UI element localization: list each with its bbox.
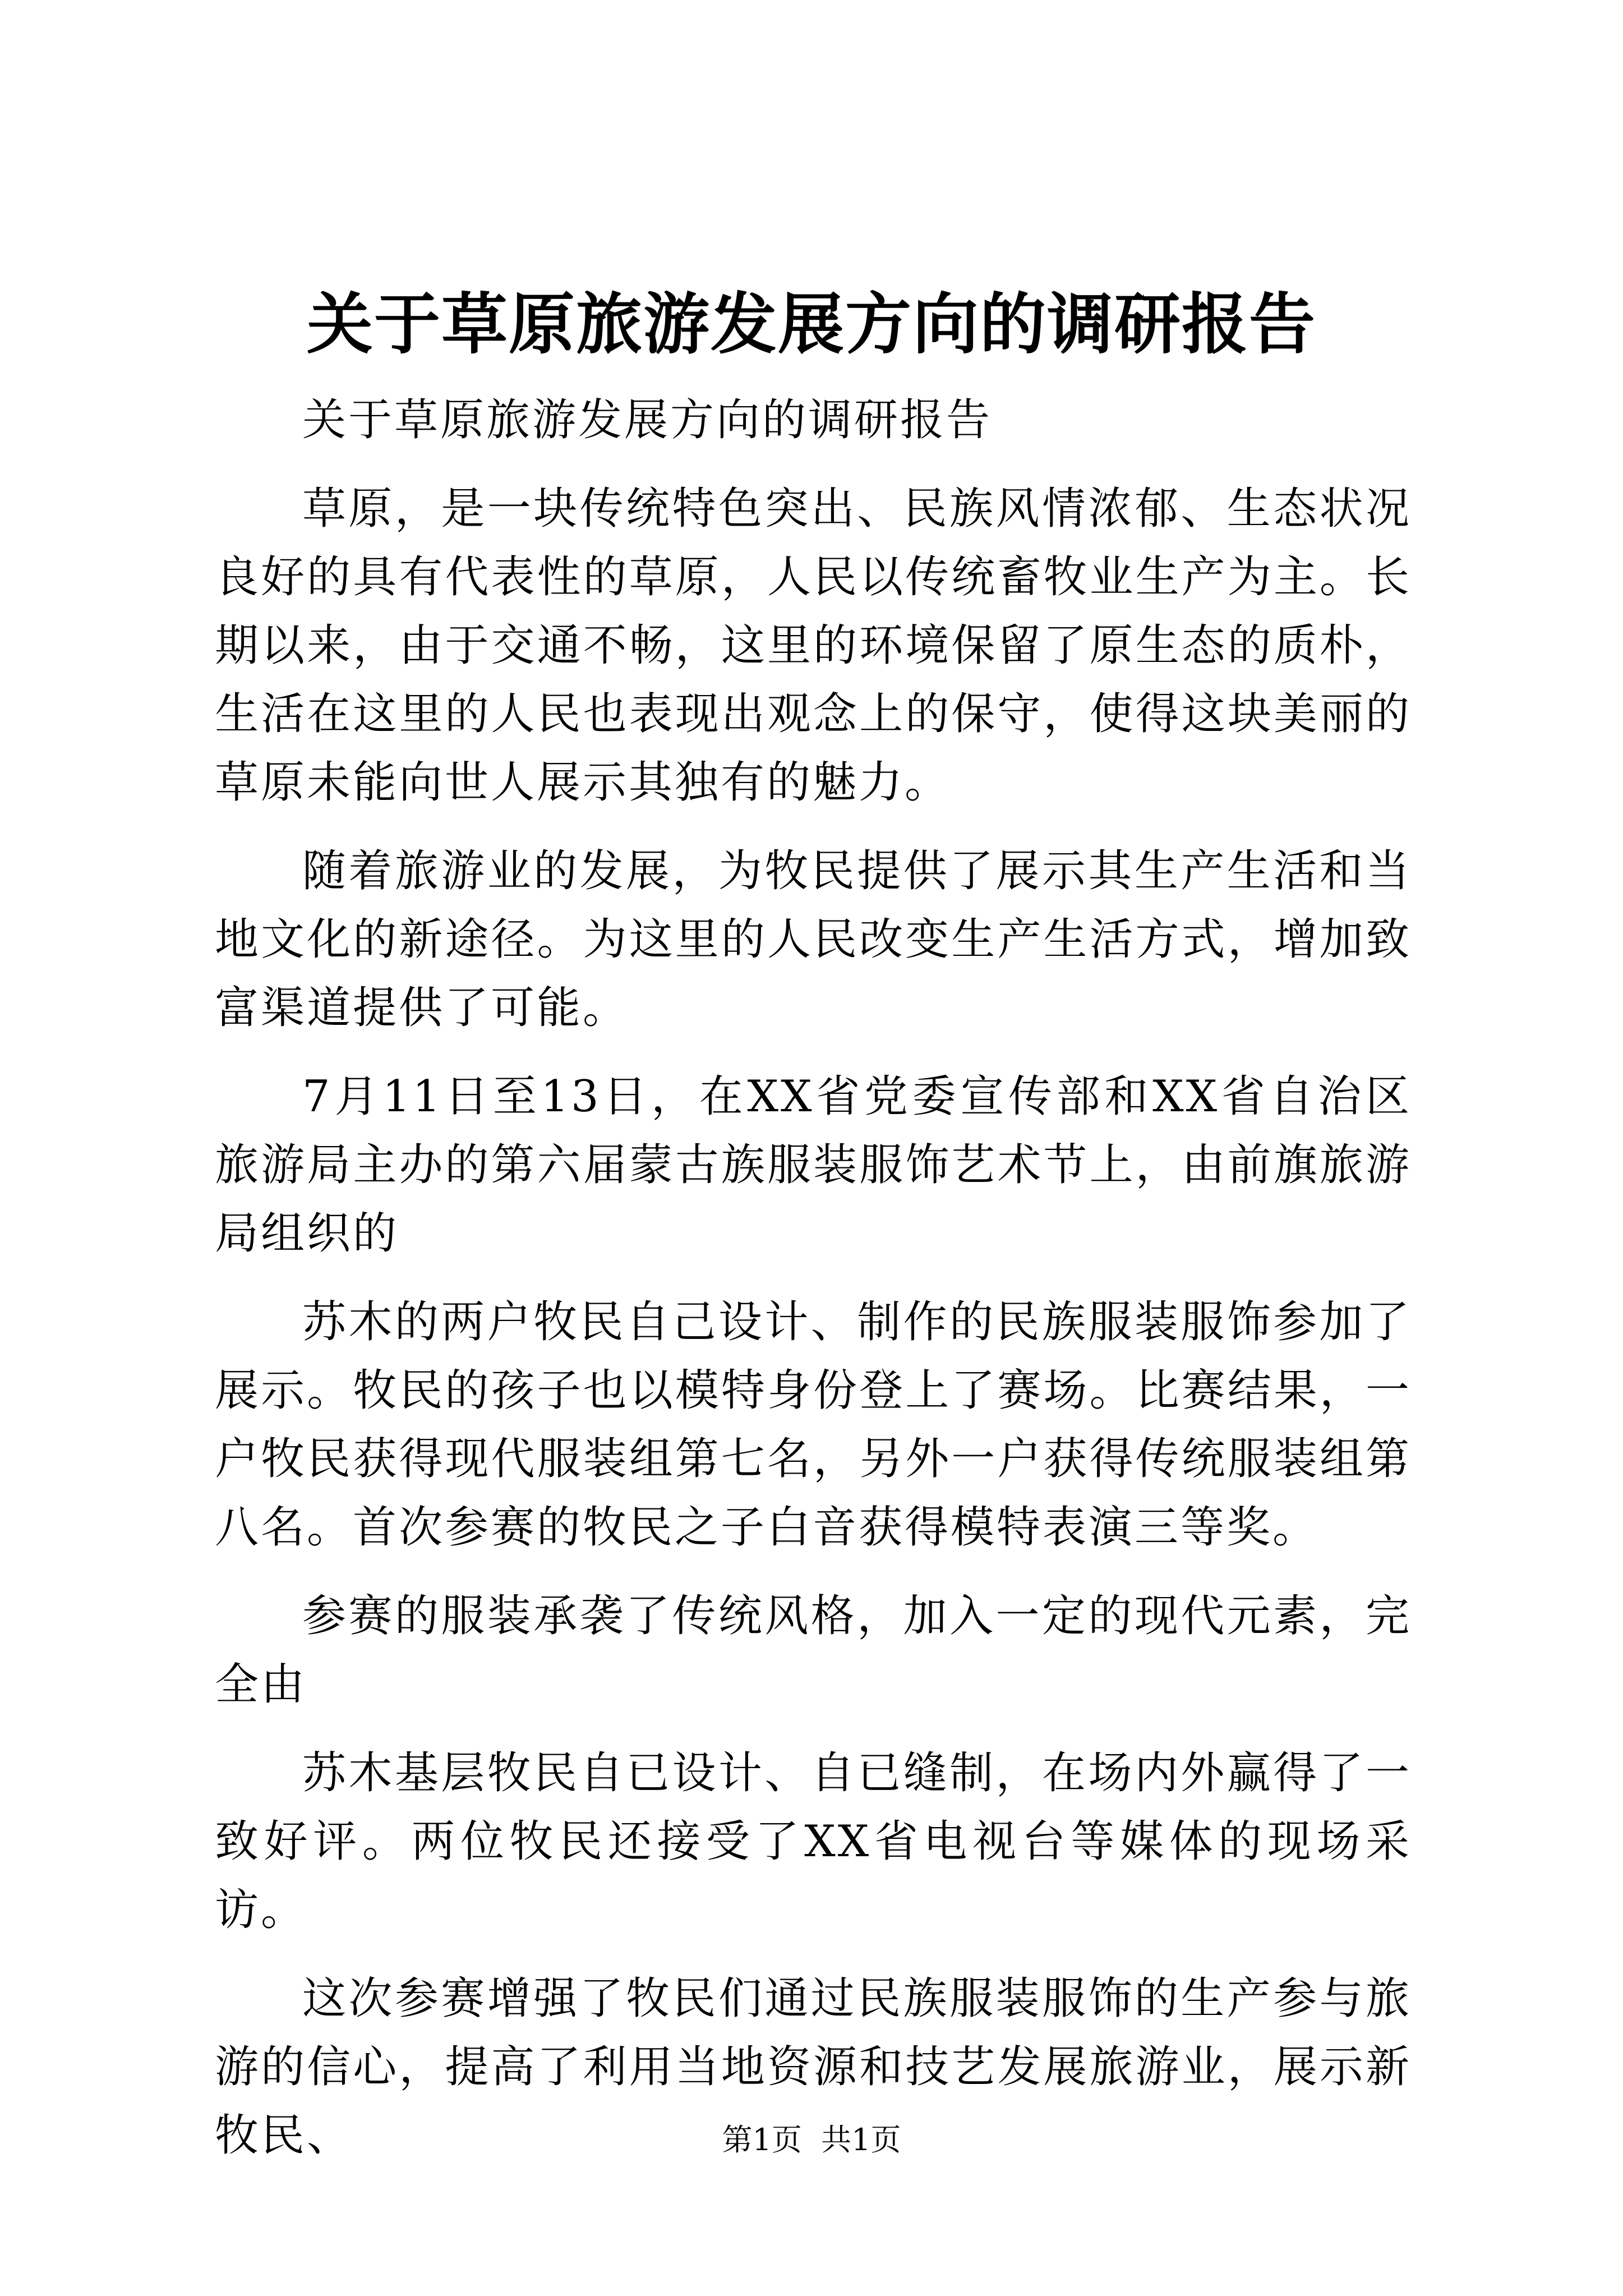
paragraph-costume-style: 参赛的服装承袭了传统风格，加入一定的现代元素，完全由 — [215, 1591, 1412, 1710]
paragraph-festival: 7月11日至13日，在XX省党委宣传部和XX省自治区旅游局主办的第六届蒙古族服装服饰艺术节上，由前旗旅游局组织的 — [215, 1071, 1412, 1259]
paragraph-tourism-development: 随着旅游业的发展，为牧民提供了展示其生产生活和当地文化的新途径。为这里的人民改变生产生活方式，增加致富渠道提供了可能。 — [215, 846, 1412, 1033]
paragraph-costume-made: 苏木基层牧民自已设计、自已缝制，在场内外赢得了一致好评。两位牧民还接受了XX省电视台等媒体的现场采访。 — [215, 1748, 1412, 1935]
paragraph-intro: 草原，是一块传统特色突出、民族风情浓郁、生态状况良好的具有代表性的草原，人民以传统畜牧业生产为主。长期以来，由于交通不畅，这里的环境保留了原生态的质朴，生活在这里的人民也表现出观念上的保守，使得这块美丽的草原未能向世人展示其独有的魅力。 — [215, 484, 1412, 808]
document-title: 关于草原旅游发展方向的调研报告 — [306, 285, 1316, 363]
paragraph-competition-results: 苏木的两户牧民自己设计、制作的民族服装服饰参加了展示。牧民的孩子也以模特身份登上了赛场。比赛结果，一户牧民获得现代服装组第七名，另外一户获得传统服装组第八名。首次参赛的牧民之子白音获得模特表演三等奖。 — [215, 1297, 1412, 1553]
page-footer — [0, 2120, 1623, 2160]
page-number: 第1页 共1页 — [722, 2122, 901, 2157]
paragraph-confidence: 这次参赛增强了牧民们通过民族服装服饰的生产参与旅游的信心，提高了利用当地资源和技艺发展旅游业，展示新牧民、 — [215, 1973, 1412, 2161]
document-body — [215, 386, 1412, 2190]
paragraph-subtitle: 关于草原旅游发展方向的调研报告 — [302, 395, 993, 445]
